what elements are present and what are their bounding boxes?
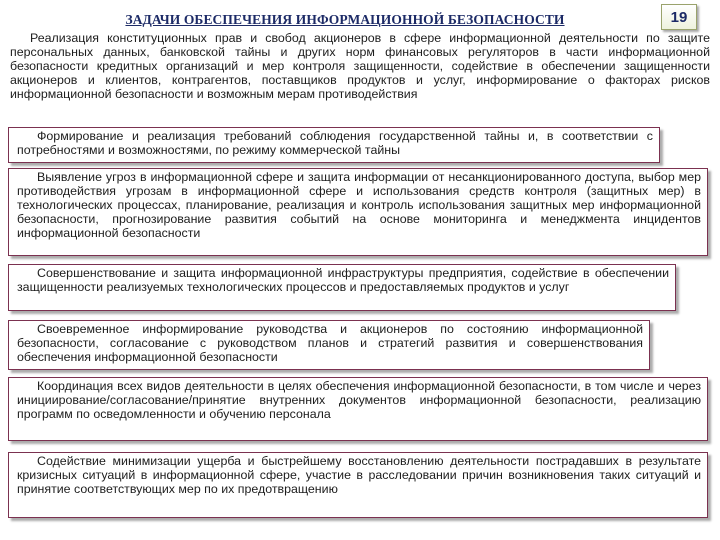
task-text-6: Координация всех видов деятельности в целях обеспечения информационной безопасности, в том числе и через инициирование/согласование/принятие внутренних документов информационной безопасности, реализацию программ по осведомленности и обучению персонала bbox=[17, 379, 701, 422]
task-block-7 bbox=[8, 452, 708, 518]
task-block-1 bbox=[6, 30, 712, 124]
task-block-4 bbox=[8, 264, 676, 311]
task-text-3: Выявление угроз в информационной сфере и защита информации от несанкционированного доступа, выбор мер противодействия угрозам в информационной сфере и использования средств контроля (защитных мер) в технологических процессах, планирование, реализация и контроль использования защитных мер информационной безопасности, прогнозирование развития событий на основе мониторинга и менеджмента инцидентов информационной безопасности bbox=[17, 170, 701, 241]
task-block-5 bbox=[8, 320, 650, 370]
task-block-6 bbox=[8, 377, 708, 441]
task-text-1: Реализация конституционных прав и свобод акционеров в сфере информационной деятельности по защите персональных данных, банковской тайны и других норм финансовых регуляторов в части информационной безопасности кредитных организаций и мер контроля защищенности, содействие в обеспечении защищенности акционеров и клиентов, контрагентов, поставщиков продуктов и услуг, информирование о факторах рисков информационной безопасности и возможным мерам противодействия bbox=[10, 31, 710, 102]
page-title: ЗАДАЧИ ОБЕСПЕЧЕНИЯ ИНФОРМАЦИОННОЙ БЕЗОПАСНОСТИ bbox=[125, 12, 565, 27]
task-text-7: Содействие минимизации ущерба и быстрейшему восстановлению деятельности пострадавших в результате кризисных ситуаций в информационной сфере, участие в расследовании причин возникновения таких ситуаций и принятие соответствующих мер по их предотвращению bbox=[17, 454, 701, 497]
task-text-5: Своевременное информирование руководства и акционеров по состоянию информационной безопасности, согласование с руководством планов и стратегий развития и совершенствования обеспечения информационной безопасности bbox=[17, 322, 643, 365]
task-block-3 bbox=[8, 168, 708, 256]
task-block-2 bbox=[8, 127, 660, 163]
task-text-4: Совершенствование и защита информационной инфраструктуры предприятия, содействие в обеспечении защищенности реализуемых технологических процессов и предоставляемых продуктов и услуг bbox=[17, 266, 669, 295]
page-number-badge: 19 bbox=[661, 4, 697, 30]
task-text-2: Формирование и реализация требований соблюдения государственной тайны и, в соответствии с потребностями и возможностями, по режиму коммерческой тайны bbox=[17, 129, 653, 158]
